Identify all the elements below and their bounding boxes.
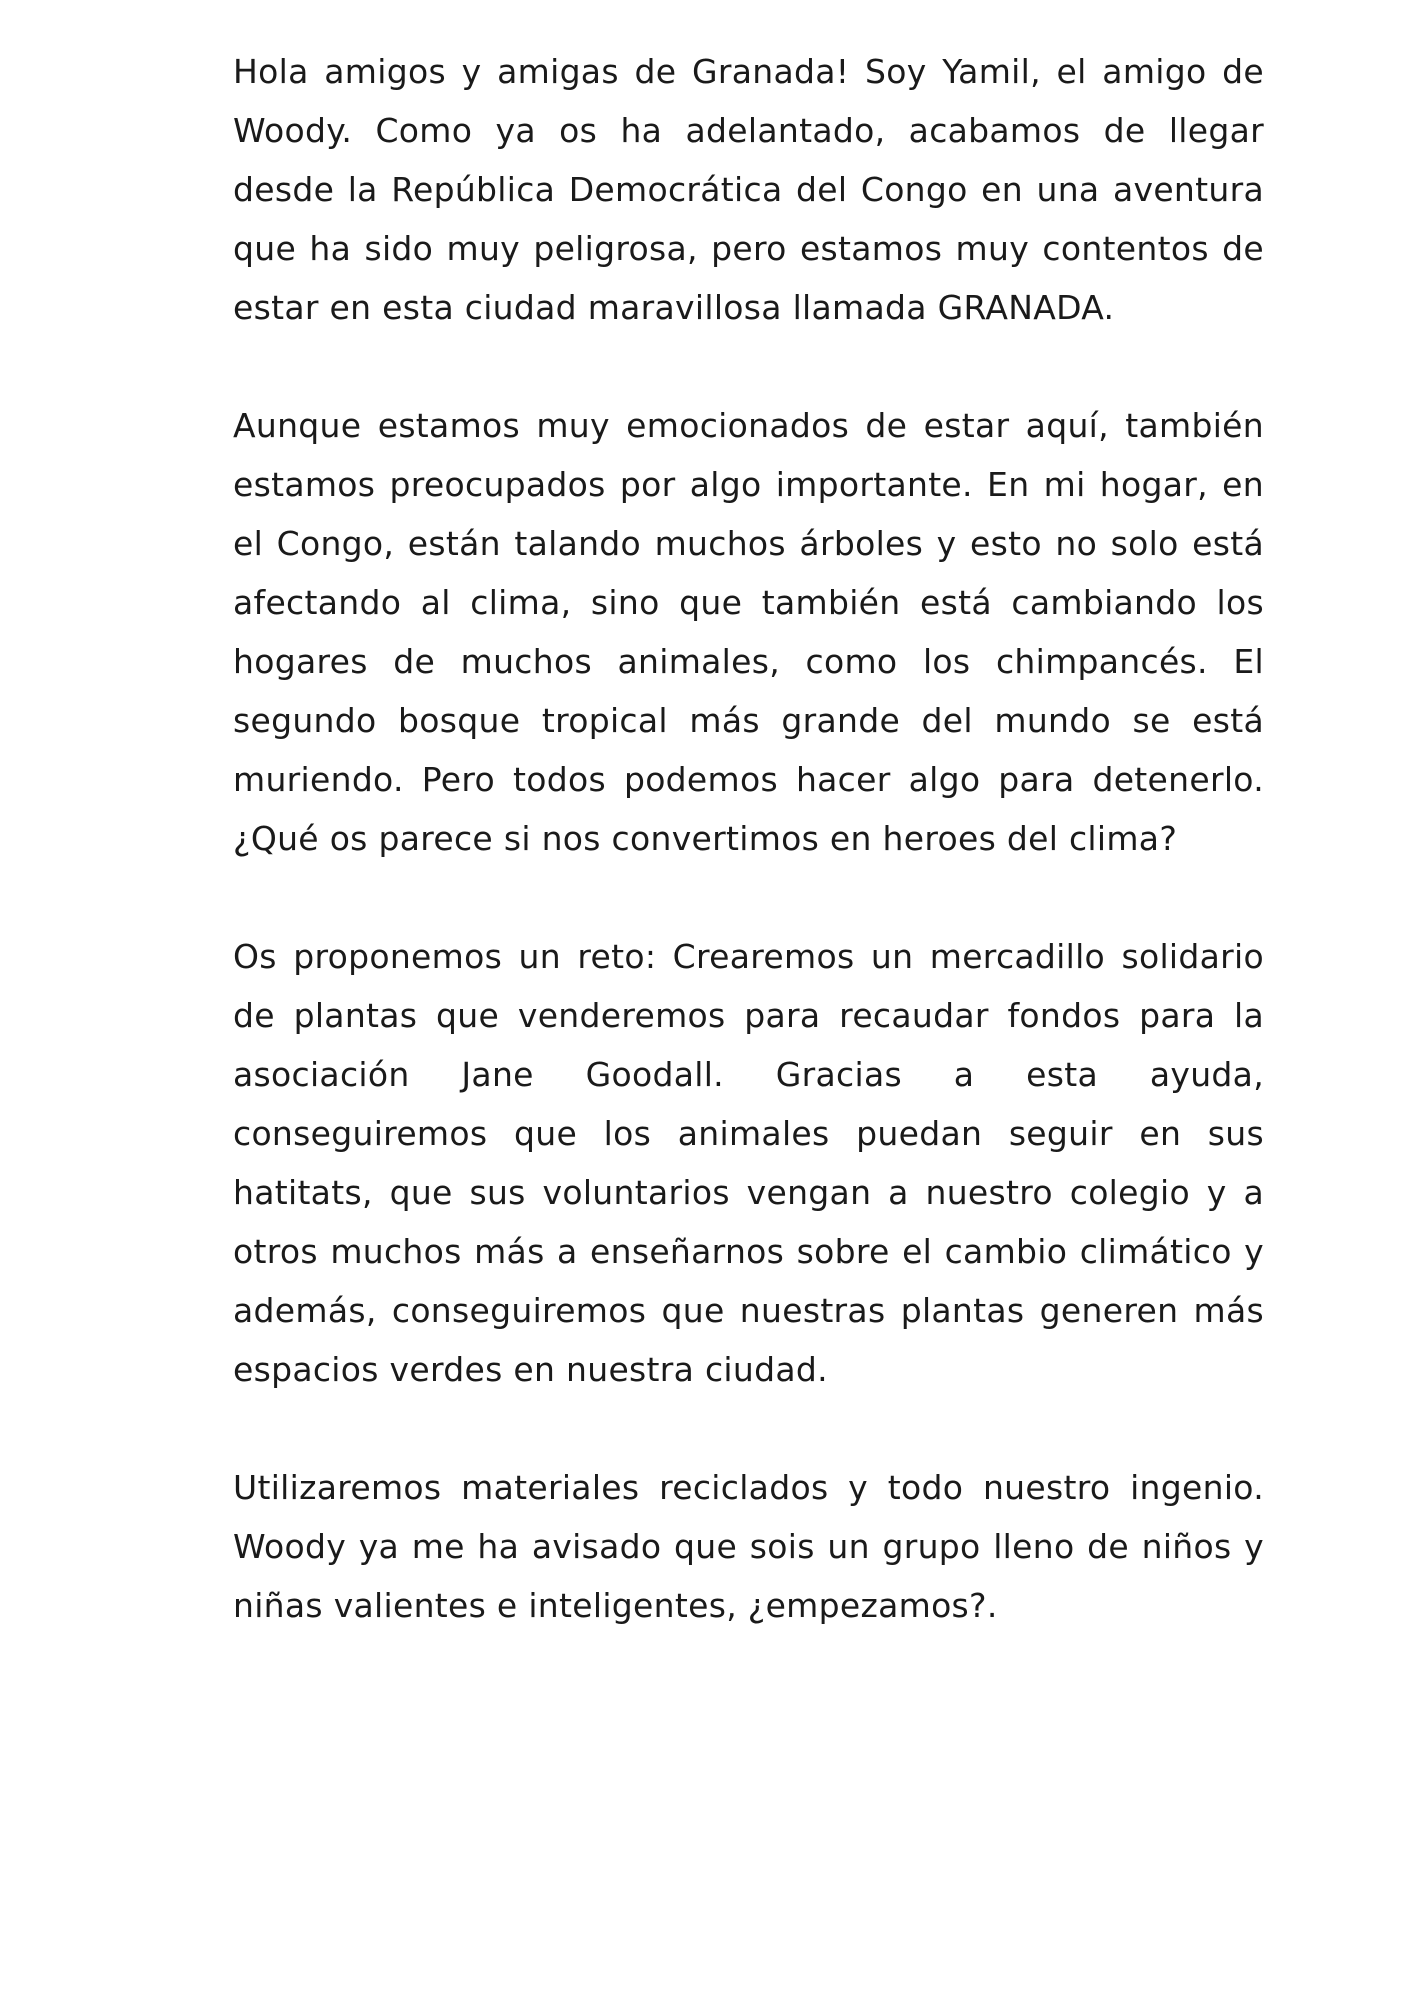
paragraph-intro: Hola amigos y amigas de Granada! Soy Yamil, el amigo de Woody. Como ya os ha adelantado, acabamos de llegar desde la República Democrática del Congo en una aventura que ha sido muy peligrosa, pero estamos muy contentos de estar en esta ciudad maravillosa llamada GRANADA. [233, 52, 1264, 327]
paragraph-closing: Utilizaremos materiales reciclados y todo nuestro ingenio. Woody ya me ha avisado que sois un grupo lleno de niños y niñas valientes e inteligentes, ¿empezamos?. [233, 1468, 1264, 1625]
paragraph-challenge: Os proponemos un reto: Crearemos un mercadillo solidario de plantas que venderemos para recaudar fondos para la asociación Jane Goodall. Gracias a esta ayuda, conseguiremos que los animales puedan seguir en sus hatitats, que sus voluntarios vengan a nuestro colegio y a otros muchos más a enseñarnos sobre el cambio climático y además, conseguiremos que nuestras plantas generen más espacios verdes en nuestra ciudad. [233, 937, 1264, 1389]
document-body [233, 42, 1264, 1635]
paragraph-concern: Aunque estamos muy emocionados de estar aquí, también estamos preocupados por algo importante. En mi hogar, en el Congo, están talando muchos árboles y esto no solo está afectando al clima, sino que también está cambiando los hogares de muchos animales, como los chimpancés. El segundo bosque tropical más grande del mundo se está muriendo. Pero todos podemos hacer algo para detenerlo. ¿Qué os parece si nos convertimos en heroes del clima? [233, 406, 1264, 858]
